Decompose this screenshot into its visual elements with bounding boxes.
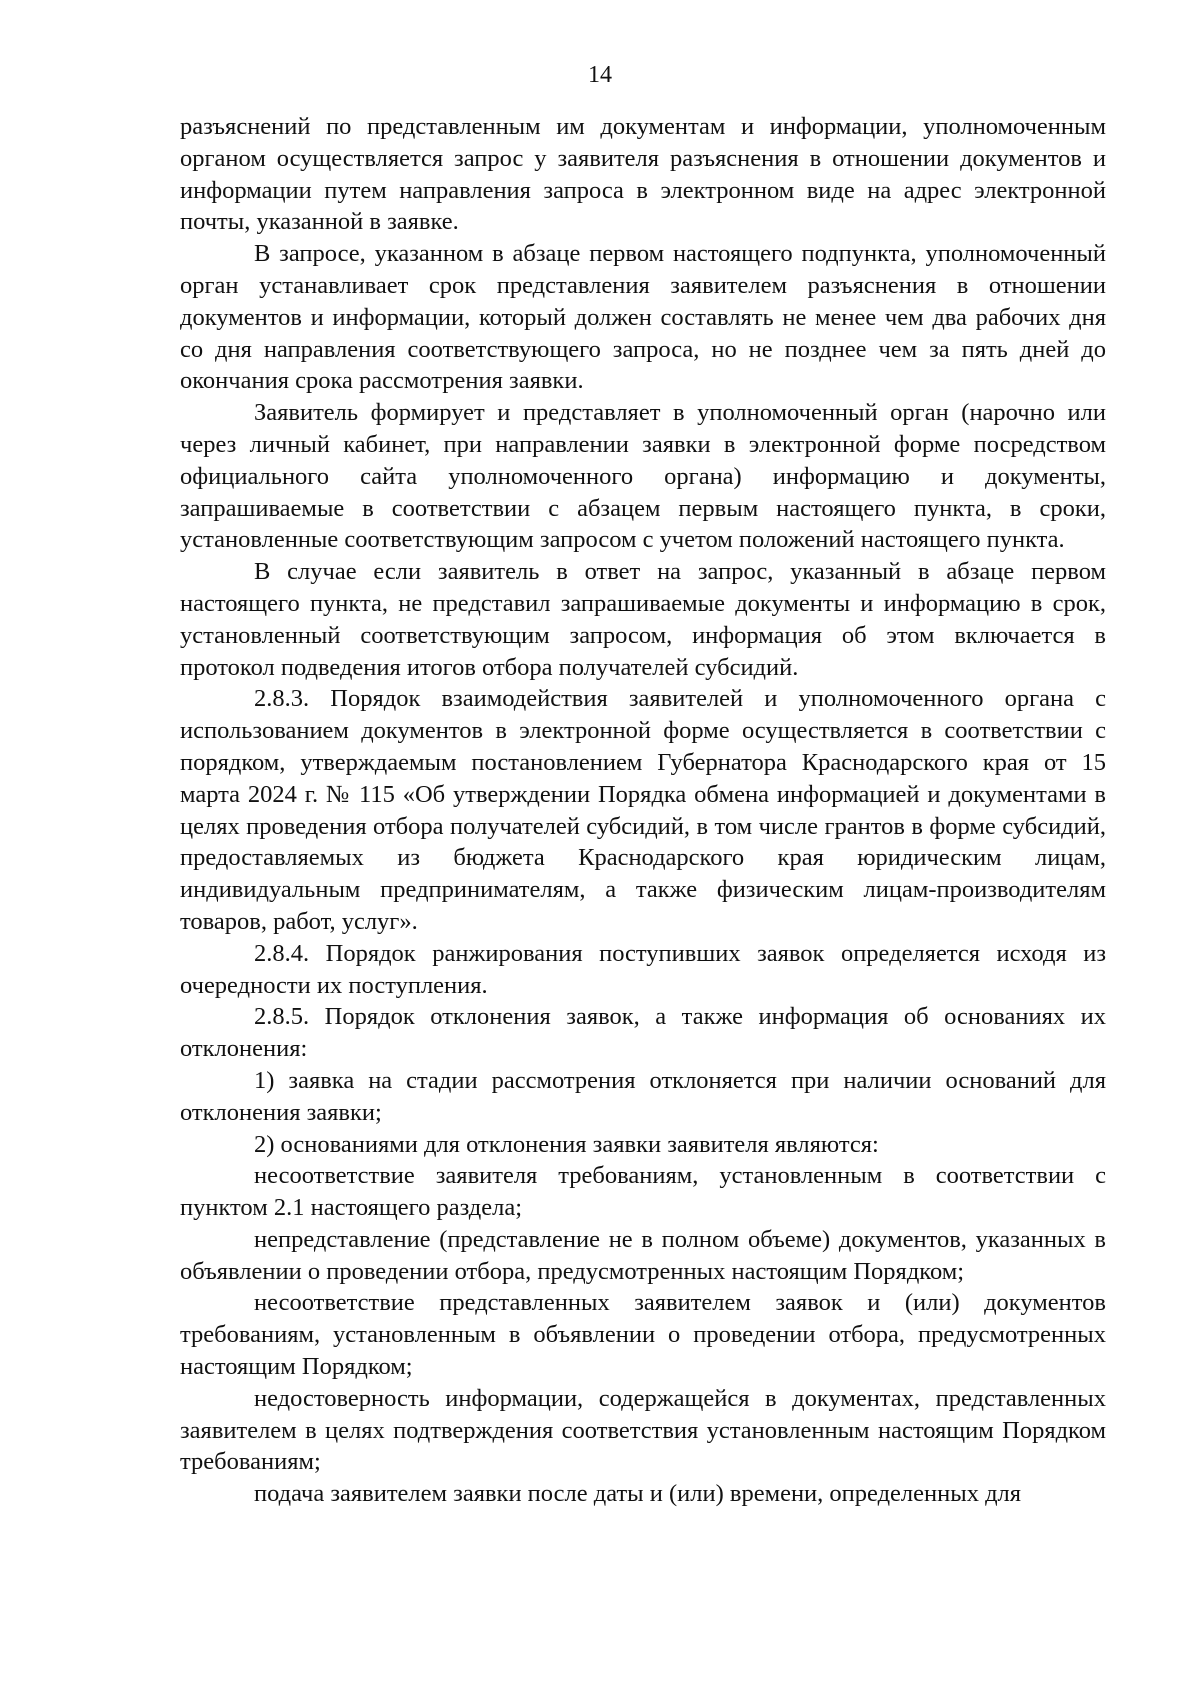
paragraph: 2.8.3. Порядок взаимодействия заявителей и уполномоченного органа с использованием документов в электронной форме осуществляется в соответствии с порядком, утверждаемым постановлением Губернатора Краснодарского края от 15 марта 2024 г. № 115 «Об утверждении Порядка обмена информацией и документами в целях проведения отбора получателей субсидий, в том числе грантов в форме субсидий, предоставляемых из бюджета Краснодарского края юридическим лицам, индивидуальным предпринимателям, а также физическим лицам-производителям товаров, работ, услуг».: [180, 685, 1106, 935]
paragraph: В запросе, указанном в абзаце первом настоящего подпункта, уполномоченный орган устанавливает срок представления заявителем разъяснения в отношении документов и информации, который должен составлять не менее чем два рабочих дня со дня направления соответствующего запроса, но не позднее чем за пять дней до окончания срока рассмотрения заявки.: [180, 240, 1106, 395]
paragraph: непредставление (представление не в полном объеме) документов, указанных в объявлении о проведении отбора, предусмотренных настоящим Порядком;: [180, 1225, 1106, 1285]
paragraph: 2.8.4. Порядок ранжирования поступивших заявок определяется исходя из очередности их поступления.: [180, 939, 1106, 999]
paragraph: недостоверность информации, содержащейся в документах, представленных заявителем в целях подтверждения соответствия установленным настоящим Порядком требованиям;: [180, 1384, 1106, 1476]
paragraph: В случае если заявитель в ответ на запрос, указанный в абзаце первом настоящего пункта, не представил запрашиваемые документы и информацию в срок, установленный соответствующим запросом, информация об этом включается в протокол подведения итогов отбора получателей субсидий.: [180, 558, 1106, 681]
paragraph: 1) заявка на стадии рассмотрения отклоняется при наличии оснований для отклонения заявки;: [180, 1066, 1106, 1126]
paragraph: несоответствие представленных заявителем заявок и (или) документов требованиям, установленным в объявлении о проведении отбора, предусмотренных настоящим Порядком;: [180, 1289, 1106, 1381]
paragraph: 2.8.5. Порядок отклонения заявок, а также информация об основаниях их отклонения:: [180, 1003, 1106, 1063]
paragraph: несоответствие заявителя требованиям, установленным в соответствии с пунктом 2.1 настоящего раздела;: [180, 1162, 1106, 1222]
page-number: 14: [588, 62, 612, 88]
document-body: [180, 111, 1106, 1510]
paragraph: разъяснений по представленным им документам и информации, уполномоченным органом осуществляется запрос у заявителя разъяснения в отношении документов и информации путем направления запроса в электронном виде на адрес электронной почты, указанной в заявке.: [180, 113, 1106, 236]
paragraph: подача заявителем заявки после даты и (или) времени, определенных для: [254, 1480, 1022, 1508]
paragraph: 2) основаниями для отклонения заявки заявителя являются:: [254, 1130, 879, 1158]
paragraph: Заявитель формирует и представляет в уполномоченный орган (нарочно или через личный кабинет, при направлении заявки в электронной форме посредством официального сайта уполномоченного органа) информацию и документы, запрашиваемые в соответствии с абзацем первым настоящего пункта, в сроки, установленные соответствующим запросом с учетом положений настоящего пункта.: [180, 399, 1106, 554]
